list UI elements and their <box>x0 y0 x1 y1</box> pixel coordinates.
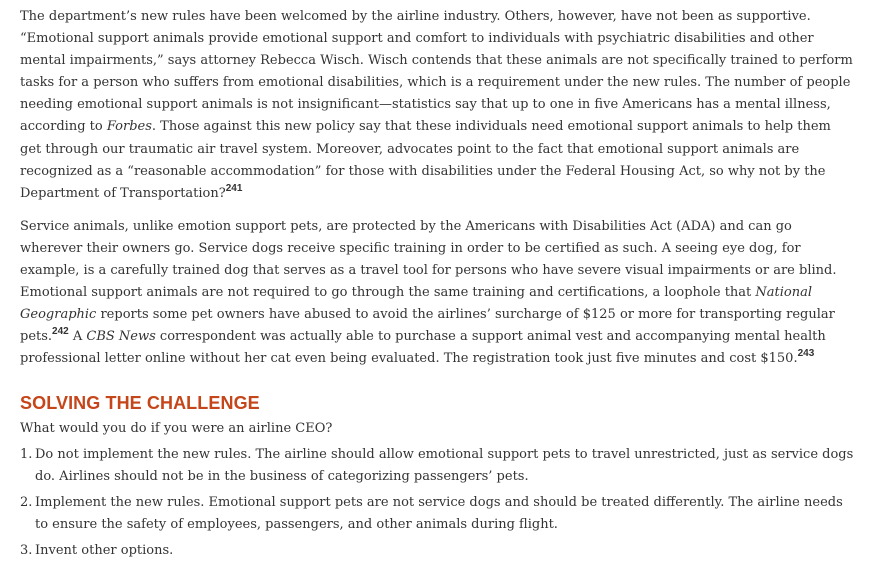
list-item <box>20 444 856 488</box>
list-item-text: Invent other options. <box>35 542 174 558</box>
list-item-number: 3. <box>20 542 33 558</box>
list-item-text: Implement the new rules. Emotional support pets are not service dogs and should be treated differently. The airline needs to ensure the safety of employees, passengers, and other animals during flight. <box>35 494 843 532</box>
paragraph-text: Service animals, unlike emotion support pets, are protected by the Americans with Disabilities Act (ADA) and can go wherever their owners go. Service dogs receive specific training in order to be certified as such. A seeing eye dog, for example, is a carefully trained dog that serves as a travel tool for persons who have severe visual impairments or are blind. Emotional support animals are not required to go through the same training and certifications, a loophole that <box>20 218 837 301</box>
paragraph-text: correspondent was actually able to purchase a support animal vest and accompanying mental health professional letter online without her cat even being evaluated. The registration took just five minutes and cost $150. <box>20 329 826 367</box>
list-item-number: 2. <box>20 494 33 510</box>
list-item <box>20 492 856 536</box>
paragraph-service-animals <box>20 216 856 371</box>
footnote-ref-241[interactable]: 241 <box>225 182 243 194</box>
list-item <box>20 540 856 562</box>
paragraph-emotional-support-debate <box>20 6 856 205</box>
paragraph-text: reports some pet owners have abused to avoid the airlines’ surcharge of $125 or more for transporting regular pets. <box>20 307 835 345</box>
section-heading: SOLVING THE CHALLENGE <box>20 392 260 413</box>
paragraph-text: . Those against this new policy say that these individuals need emotional support animals to help them get through our traumatic air travel system. Moreover, advocates point to the fact that emotional support animals are recognized as a “reasonable accommodation” for those with disabilities under the Federal Housing Act, so why not by the Department of Transportation? <box>20 119 831 201</box>
paragraph-text: A <box>68 329 87 345</box>
publication-cbs-news: CBS News <box>86 329 156 345</box>
paragraph-text: The department’s new rules have been welcomed by the airline industry. Others, however, have not been as supportive. “Emotional support animals provide emotional support and comfort to individuals with psychiatric disabilities and other mental impairments,” says attorney Rebecca Wisch. Wisch contends that these animals are not specifically trained to perform tasks for a person who suffers from emotional disabilities, which is a requirement under the new rules. The number of people needing emotional support animals is not insignificant—statistics say that up to one in five Americans has a mental illness, according to <box>20 9 853 135</box>
section-question: What would you do if you were an airline CEO? <box>20 420 333 436</box>
publication-forbes: Forbes <box>106 119 152 135</box>
publication-national-geographic: National Geographic <box>20 285 813 323</box>
list-item-text: Do not implement the new rules. The airline should allow emotional support pets to travel unrestricted, just as service dogs do. Airlines should not be in the business of categorizing passengers’ pets. <box>35 446 854 484</box>
footnote-ref-243[interactable]: 243 <box>797 348 815 360</box>
footnote-ref-242[interactable]: 242 <box>52 326 69 338</box>
options-list <box>20 444 856 562</box>
list-item-number: 1. <box>20 446 33 462</box>
